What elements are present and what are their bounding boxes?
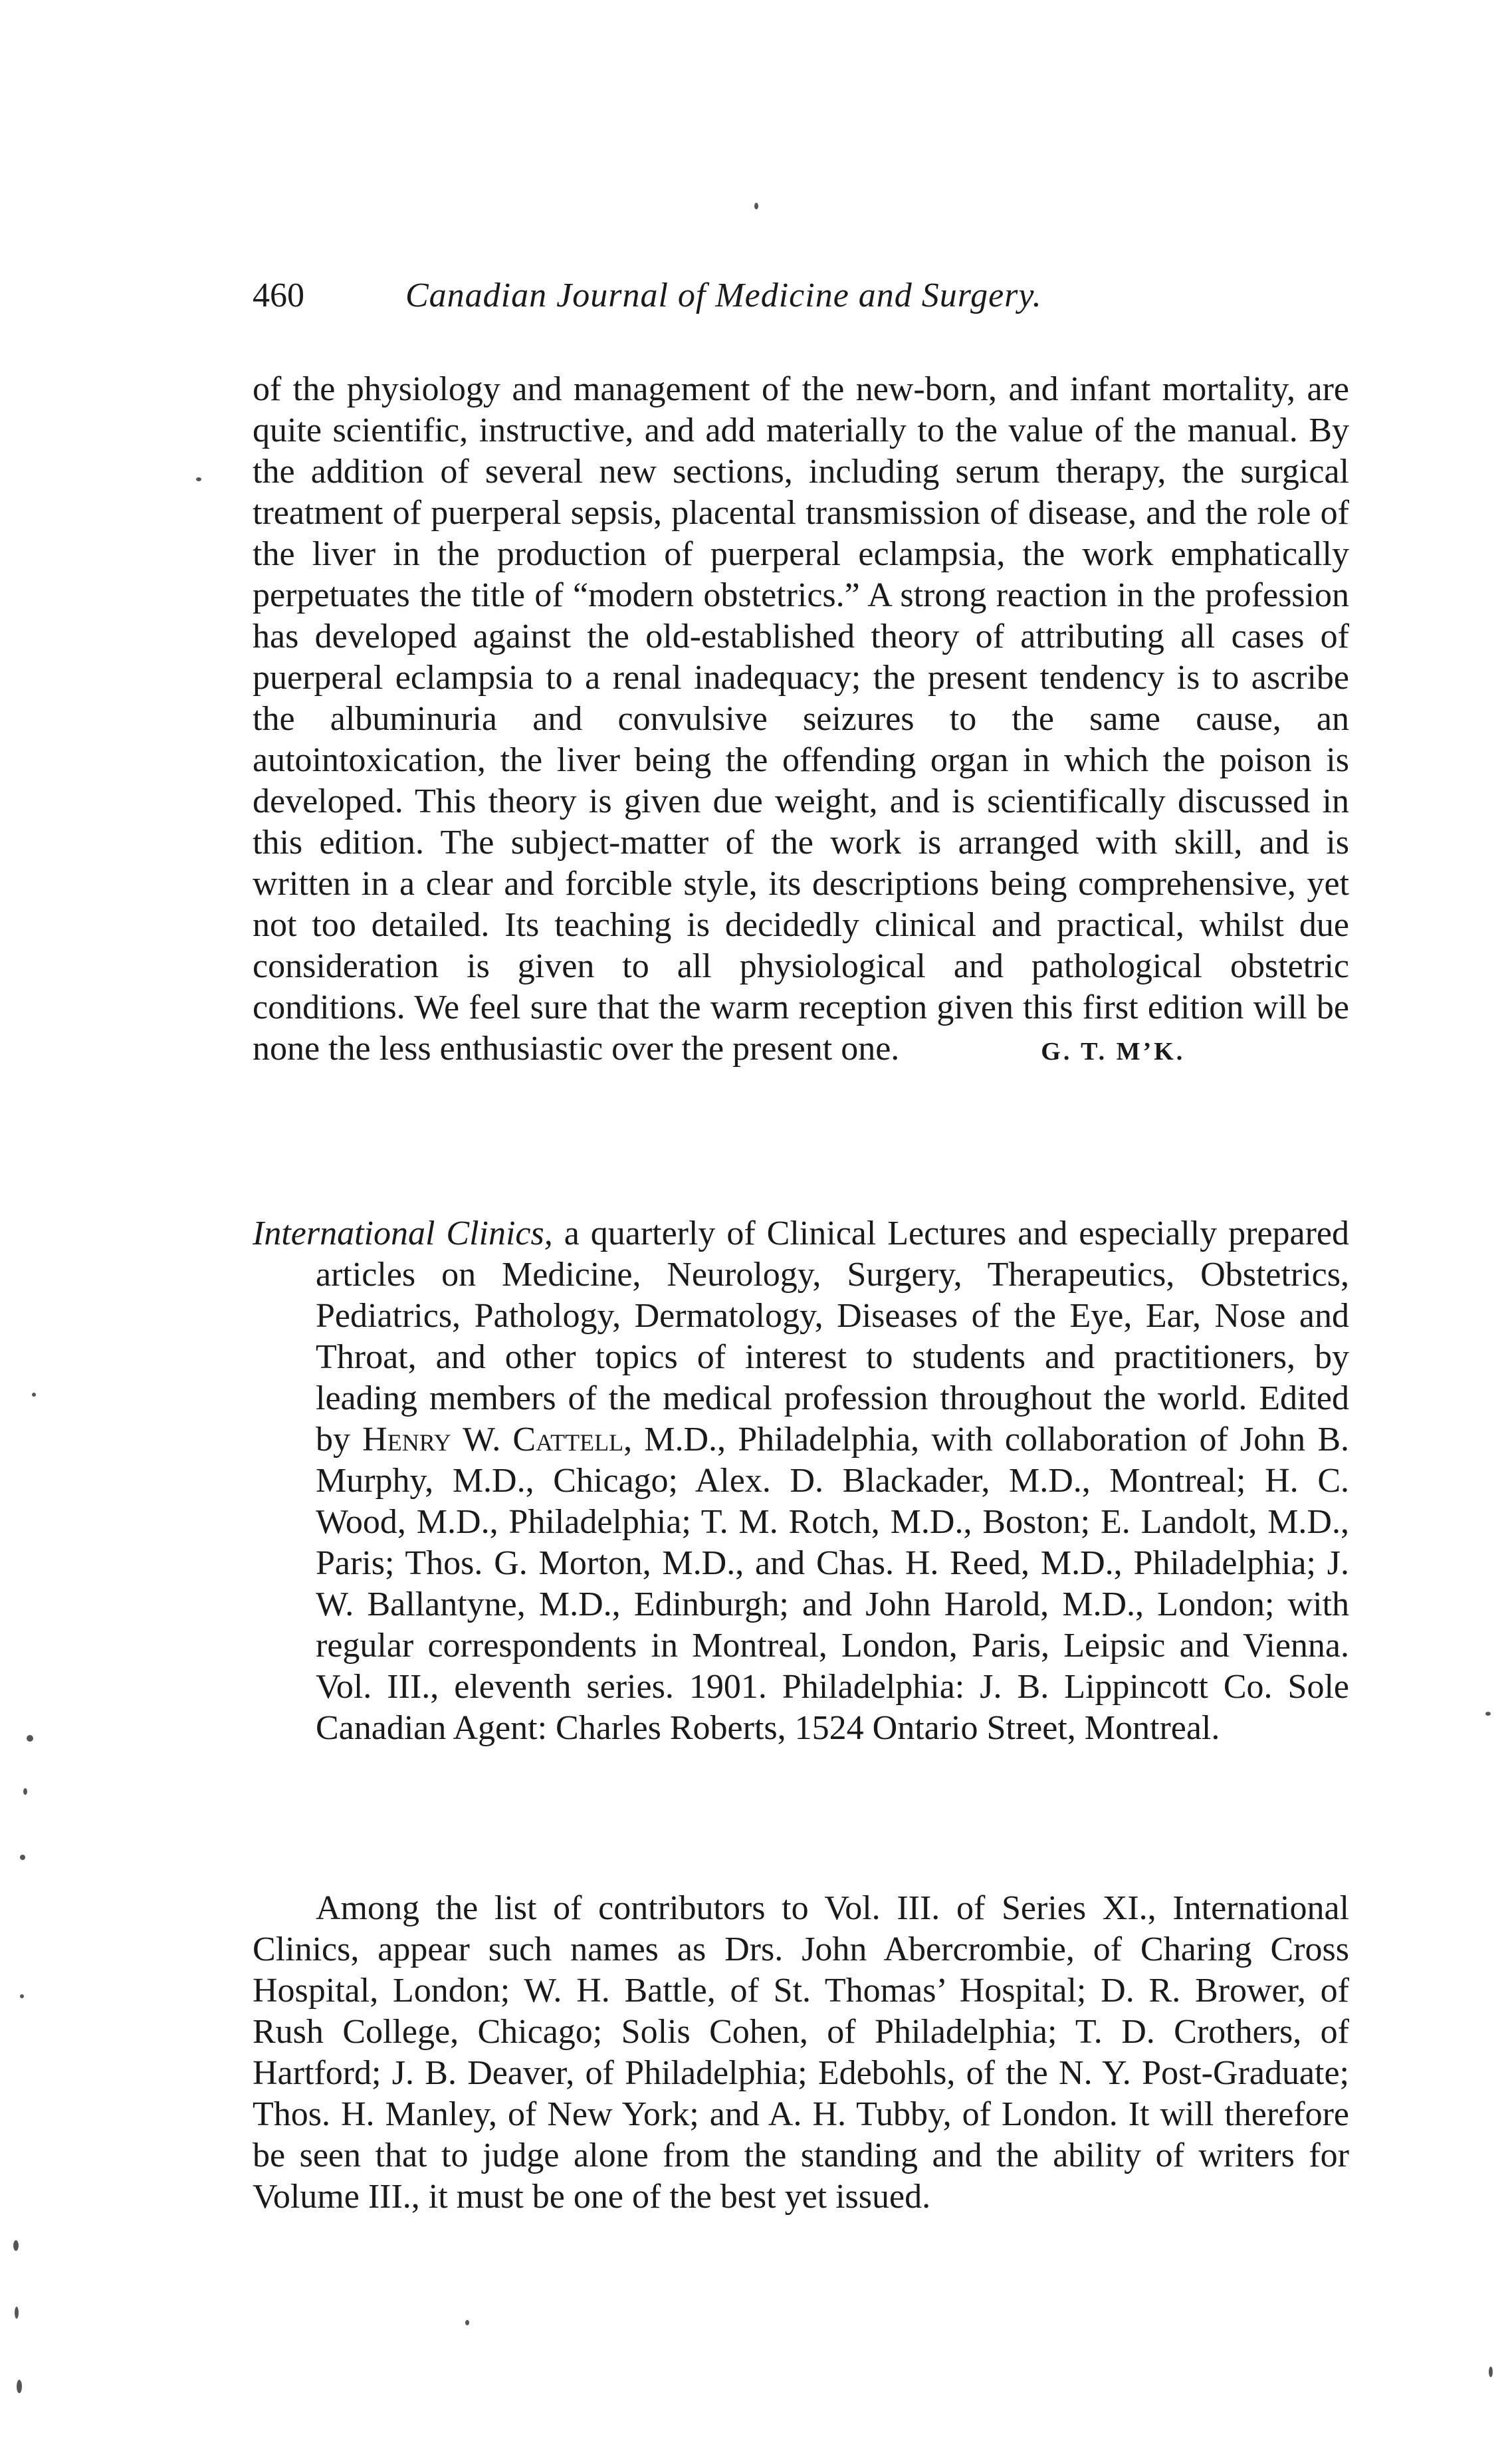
scan-speck: [20, 1994, 24, 1998]
running-title: Canadian Journal of Medicine and Surgery.: [405, 277, 1042, 314]
scan-speck: [754, 203, 758, 209]
review-one-text: of the physiology and management of the new-born, and infant mortality, are quite scientific, instructive, and add materially to the value of the manual. By the addition of several new sections, including serum therapy, the surgical treatment of puerperal sepsis, placental transmission of disease, and the role of the liver in the production of puerperal eclampsia, the work emphatically perpetuates the title of “modern obstetrics.” A strong reaction in the profession has developed against the old-established theory of attributing all cases of puerperal eclampsia to a renal inadequacy; the present tendency is to ascribe the albuminuria and convulsive seizures to the same cause, an autointoxication, the liver being the offending organ in which the poison is developed. This theory is given due weight, and is scientifically discussed in this edition. The subject-matter of the work is arranged with skill, and is written in a clear and forcible style, its descriptions being comprehensive, yet not too detailed. Its teaching is decidedly clinical and practical, whilst due consideration is given to all physiological and pathological obstetric conditions. We feel sure that the warm reception given this first edition will be none the less enthusiastic over the present one.: [253, 370, 1349, 1068]
review-two-text: Among the list of contributors to Vol. III. of Series XI., International Clinics, appear such names as Drs. John Abercrombie, of Charing Cross Hospital, London; W. H. Battle, of St. Thomas’ Hospital; D. R. Brower, of Rush College, Chicago; Solis Cohen, of Philadelphia; T. D. Crothers, of Hartford; J. B. Deaver, of Philadelphia; Edebohls, of the N. Y. Post-Graduate; Thos. H. Manley, of New York; and A. H. Tubby, of London. It will therefore be seen that to judge alone from the standing and the ability of writers for Volume III., it must be one of the best yet issued.: [253, 1889, 1349, 2216]
page-header: [253, 266, 1382, 326]
citation-part-two: M.D., Philadelphia, with collaboration of John B. Murphy, M.D., Chicago; Alex. D. Blackader, M.D., Montreal; H. C. Wood, M.D., Philadelphia; T. M. Rotch, M.D., Boston; E. Landolt, M.D., Paris; Thos. G. Morton, M.D., and Chas. H. Reed, M.D., Philadelphia; J. W. Ballantyne, M.D., Edinburgh; and John Harold, M.D., London; with regular correspondents in Montreal, London, Paris, Leipsic and Vienna. Vol. III., eleventh series. 1901. Philadelphia: J. B. Lippincott Co. Sole Canadian Agent: Charles Roberts, 1524 Ontario Street, Montreal.: [316, 1421, 1350, 1747]
scan-speck: [20, 1855, 25, 1860]
reviewer-signature: G. T. M’K.: [1041, 1038, 1186, 1066]
scan-speck: [15, 2307, 19, 2319]
review-two-body: [253, 1888, 1349, 2218]
citation-part-one: a quarterly of Clinical Lectures and especially prepared articles on Medicine, Neurology, Surgery, Therapeutics, Obstetrics, Pediatrics, Pathology, Dermatology, Diseases of the Eye, Ear, Nose and Throat, and other topics of interest to students and practitioners, by leading members of the medical profession throughout the world. Edited by: [316, 1215, 1350, 1458]
scan-speck: [196, 477, 201, 481]
editor-name: Henry W. Cattell,: [362, 1421, 633, 1458]
scan-speck: [23, 1788, 27, 1795]
scan-speck: [1489, 2367, 1493, 2377]
scan-speck: [1485, 1712, 1491, 1716]
scan-speck: [13, 2240, 19, 2251]
review-continuation: [253, 369, 1349, 1072]
page-number: 460: [253, 277, 304, 314]
scan-speck: [465, 2320, 469, 2325]
scan-speck: [27, 1735, 33, 1742]
book-title: International Clinics,: [253, 1215, 553, 1252]
book-citation: [253, 1213, 1349, 1749]
scan-speck: [17, 2380, 22, 2393]
scan-speck: [32, 1393, 36, 1397]
